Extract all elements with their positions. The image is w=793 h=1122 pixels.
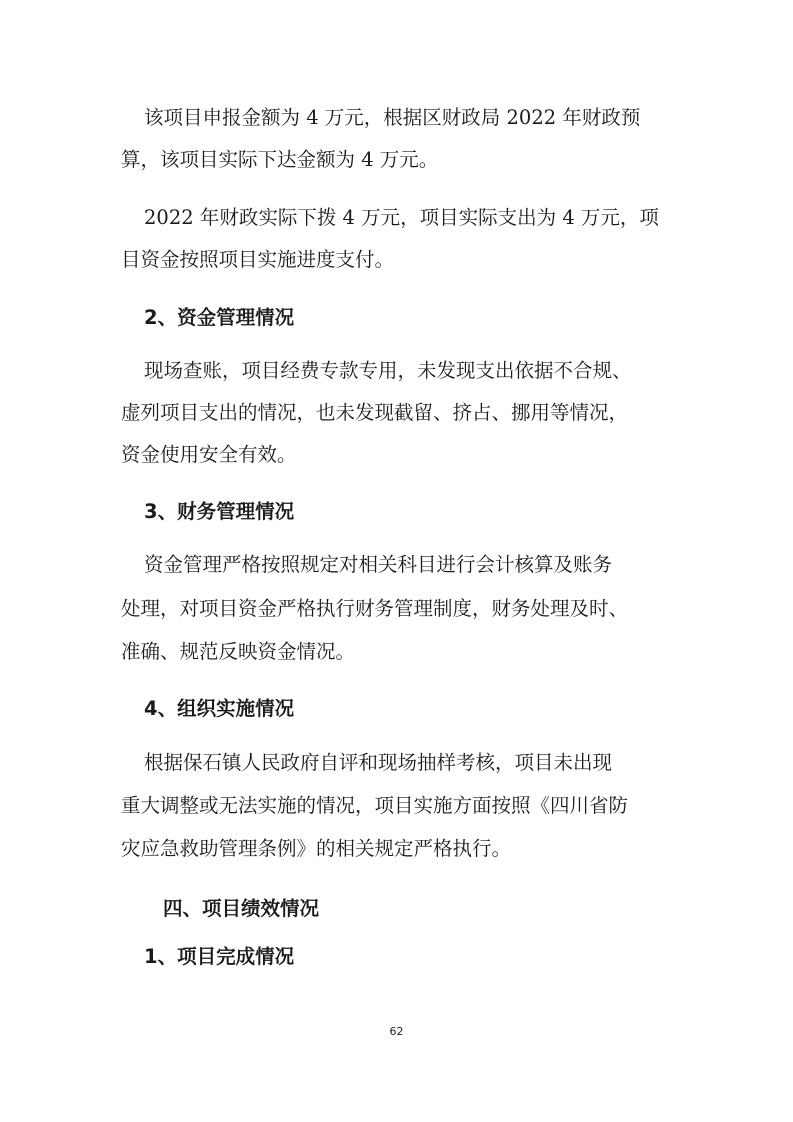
section-heading-finance-management: 3、财务管理情况 xyxy=(144,500,295,523)
paragraph-line: 2022 年财政实际下拨 4 万元，项目实际支出为 4 万元，项 xyxy=(144,206,659,229)
paragraph-line: 目资金按照项目实施进度支付。 xyxy=(121,248,395,271)
section-heading-fund-management: 2、资金管理情况 xyxy=(144,306,295,329)
paragraph-line: 虚列项目支出的情况，也未发现截留、挤占、挪用等情况， xyxy=(121,401,629,424)
chapter-heading-performance: 四、项目绩效情况 xyxy=(163,897,320,920)
page-number: 62 xyxy=(389,1025,404,1038)
paragraph-line: 算，该项目实际下达金额为 4 万元。 xyxy=(121,148,439,171)
section-heading-project-completion: 1、项目完成情况 xyxy=(144,945,295,968)
paragraph-line: 准确、规范反映资金情况。 xyxy=(121,640,356,663)
paragraph-line: 该项目申报金额为 4 万元，根据区财政局 2022 年财政预 xyxy=(144,106,641,129)
paragraph-line: 根据保石镇人民政府自评和现场抽样考核，项目未出现 xyxy=(144,751,613,774)
paragraph-line: 现场查账，项目经费专款专用，未发现支出依据不合规、 xyxy=(144,359,632,382)
paragraph-line: 资金使用安全有效。 xyxy=(121,443,297,466)
paragraph-line: 灾应急救助管理条例》的相关规定严格执行。 xyxy=(121,837,512,860)
section-heading-organization-implementation: 4、组织实施情况 xyxy=(144,697,295,720)
paragraph-line: 资金管理严格按照规定对相关科目进行会计核算及账务 xyxy=(144,553,613,576)
paragraph-line: 处理，对项目资金严格执行财务管理制度，财务处理及时、 xyxy=(121,597,629,620)
paragraph-line: 重大调整或无法实施的情况，项目实施方面按照《四川省防 xyxy=(121,794,629,817)
